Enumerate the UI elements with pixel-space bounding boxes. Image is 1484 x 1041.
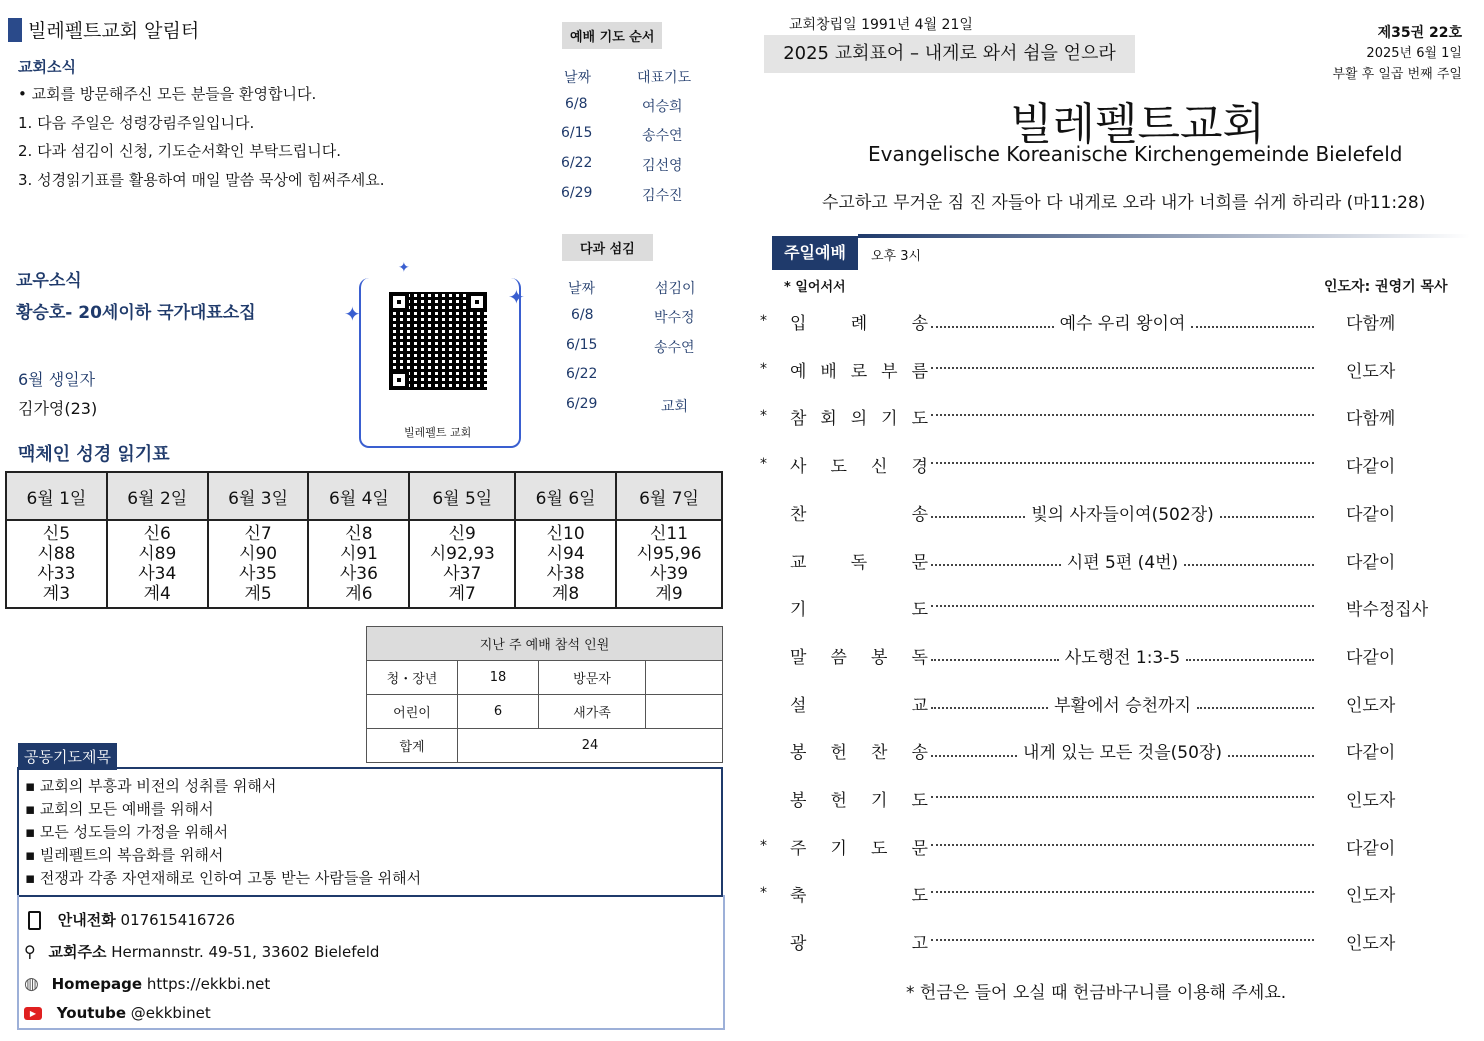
church-news-item: • 교회를 방문해주신 모든 분들을 환영합니다.	[18, 85, 317, 103]
church-motto: 2025 교회표어 – 내게로 와서 쉼을 얻으라	[764, 35, 1135, 73]
qr-code-icon[interactable]	[389, 292, 487, 390]
attendance-newfamily-label: 새가족	[539, 695, 646, 729]
order-content: 내게 있는 모든 것을(50장)	[925, 738, 1320, 763]
order-name: 말 씀 봉 독	[790, 647, 928, 668]
order-responsible: 인도자	[1346, 886, 1396, 907]
reading-day: 6월 7일	[616, 472, 722, 520]
order-responsible: 다같이	[1346, 743, 1396, 764]
order-name: 기 도	[790, 600, 928, 621]
theme-verse: 수고하고 무거운 짐 진 자들아 다 내게로 오라 내가 너희를 쉬게 하리라 (마11:28)	[822, 193, 1426, 213]
worship-order-item	[760, 738, 1480, 768]
church-news-item: 3. 성경읽기표를 활용하여 매일 말씀 묵상에 힘써주세요.	[18, 171, 385, 189]
attendance-youth-label: 청・장년	[367, 661, 458, 695]
worship-leader: 인도자: 권영기 목사	[1324, 279, 1448, 295]
reading-cell: 신10 시94 사38 계8	[515, 520, 616, 608]
prayer-order-date-header: 날짜	[564, 70, 592, 86]
sparkle-icon: ✦	[508, 285, 525, 309]
order-responsible: 인도자	[1346, 791, 1396, 811]
reading-day: 6월 6일	[515, 472, 616, 520]
worship-divider	[858, 234, 1470, 238]
snack-name: 박수정	[654, 310, 695, 326]
volume-number: 제35권 22호	[1377, 25, 1462, 41]
order-name: 광 고	[790, 934, 928, 955]
birthday-title: 6월 생일자	[18, 370, 96, 389]
order-name: 교 독 문	[790, 552, 928, 573]
order-name: 입 례 송	[790, 314, 928, 334]
worship-order-item	[760, 309, 1480, 339]
order-responsible: 인도자	[1346, 695, 1396, 716]
youtube-icon: ▶	[24, 1007, 42, 1020]
snack-date: 6/8	[571, 307, 594, 323]
attendance-table	[366, 626, 723, 763]
order-content	[925, 881, 1320, 893]
reading-table	[5, 471, 723, 609]
attendance-title: 지난 주 예배 참석 인원	[367, 627, 723, 661]
worship-order-item	[760, 881, 1480, 911]
snack-who-header: 섬김이	[655, 281, 696, 297]
snack-date-header: 날짜	[568, 281, 596, 297]
attendance-kids: 6	[458, 695, 539, 729]
order-responsible: 다함께	[1346, 409, 1396, 430]
standing-star: *	[760, 313, 767, 329]
order-name: 봉 헌 찬 송	[790, 743, 928, 764]
standing-star: *	[760, 885, 767, 902]
worship-order-item	[760, 548, 1480, 578]
order-responsible: 인도자	[1346, 934, 1396, 955]
standing-star: *	[760, 360, 767, 377]
order-content: 예수 우리 왕이여	[925, 309, 1320, 334]
attendance-kids-label: 어린이	[367, 695, 458, 729]
snack-date: 6/15	[566, 337, 598, 353]
prayer-order-title: 예배 기도 순서	[562, 22, 662, 49]
header-bar	[8, 18, 22, 42]
offering-note: * 헌금은 들어 오실 때 헌금바구니를 이용해 주세요.	[906, 983, 1287, 1003]
contact-homepage[interactable]: ◍ Homepage https://ekkbi.net	[24, 974, 271, 994]
order-name: 참 회 의 기 도	[790, 409, 928, 430]
reading-cell: 신8 시91 사36 계6	[308, 520, 409, 608]
reading-cell: 신9 시92,93 사37 계7	[409, 520, 515, 608]
worship-order-item	[760, 643, 1480, 673]
church-name: 빌레펠트교회	[1010, 99, 1266, 150]
prayer-order-who-header: 대표기도	[637, 70, 692, 86]
sparkle-icon: ✦	[398, 260, 410, 276]
prayer-topics-title: 공동기도제목	[18, 743, 117, 770]
worship-order-item	[760, 929, 1480, 959]
prayer-order-date: 6/8	[565, 96, 588, 112]
worship-order-item	[760, 834, 1480, 864]
worship-title: 주일예배	[772, 236, 858, 270]
reading-cell: 신7 시90 사35 계5	[208, 520, 309, 608]
prayer-topics-box	[17, 767, 723, 897]
map-pin-icon: ⚲	[24, 942, 36, 961]
worship-order-item	[760, 452, 1480, 482]
reading-day: 6월 4일	[308, 472, 409, 520]
church-news-item: 1. 다음 주일은 성령강림주일입니다.	[18, 114, 255, 132]
prayer-order-date: 6/22	[561, 155, 593, 171]
standing-note: * 일어서서	[784, 280, 846, 295]
phone-icon	[28, 911, 41, 930]
contact-address: ⚲ 교회주소 Hermannstr. 49-51, 33602 Bielefeld	[24, 942, 380, 961]
order-content	[925, 357, 1320, 369]
prayer-order-date: 6/15	[561, 125, 593, 141]
church-news-title: 교회소식	[18, 58, 76, 76]
reading-title: 맥체인 성경 읽기표	[18, 444, 170, 465]
attendance-visitor-label: 방문자	[539, 661, 646, 695]
worship-order-item	[760, 357, 1480, 387]
attendance-total: 24	[458, 729, 723, 763]
order-responsible: 인도자	[1346, 361, 1396, 382]
snack-date: 6/29	[566, 396, 598, 412]
order-responsible: 다같이	[1346, 838, 1396, 859]
birthday-text: 김가영(23)	[18, 399, 98, 418]
standing-star: *	[760, 408, 767, 425]
order-name: 축 도	[790, 886, 928, 907]
prayer-order-name: 김수진	[642, 188, 683, 204]
order-content	[925, 834, 1320, 846]
prayer-order-name: 여승희	[642, 99, 683, 115]
worship-time: 오후 3시	[871, 249, 922, 264]
worship-order-item	[760, 595, 1480, 625]
order-name: 주 기 도 문	[790, 838, 928, 859]
worship-order-item	[760, 404, 1480, 434]
order-responsible: 다같이	[1346, 552, 1396, 573]
order-name: 예 배 로 부 름	[790, 361, 928, 382]
snack-name: 교회	[661, 399, 689, 415]
snack-name: 송수연	[654, 340, 695, 356]
worship-order-item	[760, 691, 1480, 721]
reading-cell: 신6 시89 사34 계4	[107, 520, 208, 608]
order-content	[925, 929, 1320, 941]
order-responsible: 다같이	[1346, 457, 1396, 478]
attendance-visitor	[646, 661, 723, 695]
order-responsible: 박수정집사	[1346, 600, 1429, 621]
order-name: 사 도 신 경	[790, 457, 928, 478]
order-content: 부활에서 승천까지	[925, 691, 1320, 716]
church-news-item: 2. 다과 섬김이 신청, 기도순서확인 부탁드립니다.	[18, 142, 341, 160]
prayer-order-name: 김선영	[642, 158, 683, 174]
order-name: 찬 송	[790, 504, 928, 525]
worship-order-item	[760, 786, 1480, 816]
globe-icon: ◍	[24, 974, 39, 994]
bulletin-date: 2025년 6월 1일	[1366, 46, 1462, 61]
order-responsible: 다함께	[1346, 314, 1396, 334]
worship-order-item	[760, 500, 1480, 530]
prayer-order-date: 6/29	[561, 185, 593, 201]
prayer-topic: ▪ 빌레펠트의 복음화를 위해서	[25, 846, 224, 864]
order-content: 사도행전 1:3-5	[925, 643, 1320, 668]
reading-day: 6월 3일	[208, 472, 309, 520]
reading-cell: 신11 시95,96 사39 계9	[616, 520, 722, 608]
attendance-total-label: 합계	[367, 729, 458, 763]
standing-star: *	[760, 837, 767, 854]
member-news-text: 황승호- 20세이하 국가대표소집	[16, 303, 256, 323]
contact-youtube[interactable]: ▶ Youtube @ekkbinet	[24, 1004, 211, 1022]
bulletin-board-title: 빌레펠트교회 알림터	[28, 20, 200, 42]
sparkle-icon: ✦	[344, 302, 361, 326]
member-news-title: 교우소식	[16, 271, 82, 291]
reading-day: 6월 5일	[409, 472, 515, 520]
founded-date: 교회창립일 1991년 4월 21일	[789, 17, 973, 33]
prayer-order-name: 송수연	[642, 128, 683, 144]
order-content: 빛의 사자들이여(502장)	[925, 500, 1320, 525]
order-content	[925, 786, 1320, 798]
church-name-german: Evangelische Koreanische Kirchengemeinde Bielefeld	[868, 142, 1403, 166]
contact-phone: 안내전화 017615416726	[28, 909, 235, 930]
prayer-topic: ▪ 전쟁과 각종 자연재해로 인하여 고통 받는 사람들을 위해서	[25, 869, 422, 887]
order-responsible: 다같이	[1346, 647, 1396, 668]
qr-caption: 빌레펠트 교회	[404, 426, 472, 439]
order-responsible: 다같이	[1346, 504, 1396, 525]
order-name: 설 교	[790, 695, 928, 716]
order-content	[925, 404, 1320, 416]
order-content	[925, 595, 1320, 607]
reading-day: 6월 2일	[107, 472, 208, 520]
attendance-newfamily	[646, 695, 723, 729]
prayer-topic: ▪ 교회의 모든 예배를 위해서	[25, 800, 214, 818]
order-name: 봉 헌 기 도	[790, 791, 928, 811]
reading-cell: 신5 시88 사33 계3	[6, 520, 107, 608]
attendance-youth: 18	[458, 661, 539, 695]
prayer-topic: ▪ 교회의 부흥과 비전의 성취를 위해서	[25, 777, 277, 795]
prayer-topic: ▪ 모든 성도들의 가정을 위해서	[25, 823, 229, 841]
reading-day: 6월 1일	[6, 472, 107, 520]
order-content: 시편 5편 (4번)	[925, 548, 1320, 573]
standing-star: *	[760, 456, 767, 473]
order-content	[925, 452, 1320, 464]
snack-date: 6/22	[566, 366, 598, 382]
liturgical-week: 부활 후 일곱 번째 주일	[1332, 67, 1462, 82]
snack-title: 다과 섬김	[562, 234, 653, 261]
